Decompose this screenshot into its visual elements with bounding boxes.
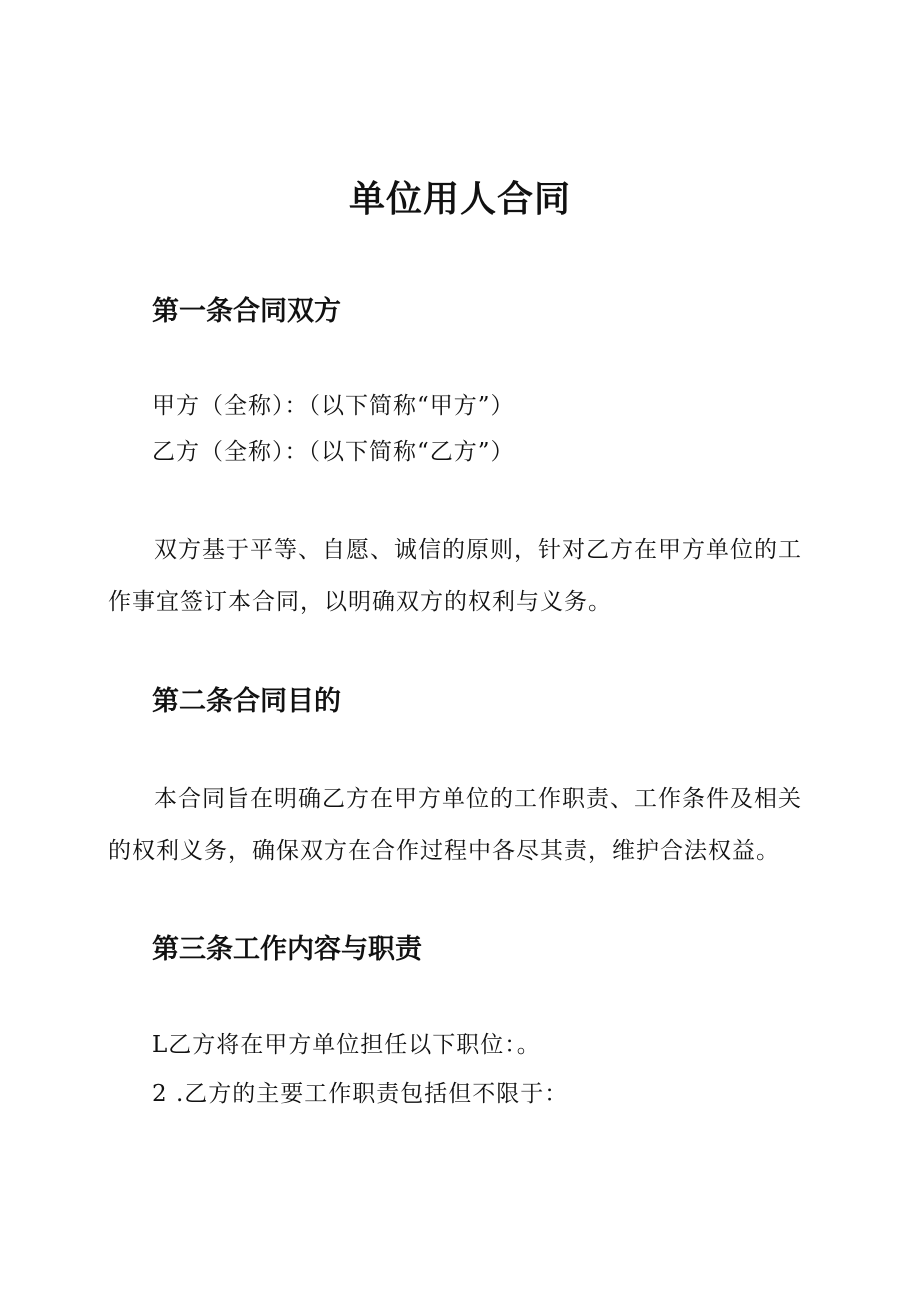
section-2-heading: 第二条合同目的: [152, 686, 341, 717]
section-3-item-2: 2 .乙方的主要工作职责包括但不限于：: [152, 1081, 569, 1107]
section-3-item-1: L乙方将在甲方单位担任以下职位：。: [152, 1032, 541, 1058]
section-1-heading: 第一条合同双方: [152, 296, 341, 327]
section-2-paragraph: 本合同旨在明确乙方在甲方单位的工作职责、工作条件及相关的权利义务，确保双方在合作过程中各尽其责，维护合法权益。: [108, 786, 802, 864]
party-a-line: 甲方（全称）：（以下简称“甲方”）: [152, 393, 515, 419]
section-1-paragraph: 双方基于平等、自愿、诚信的原则，针对乙方在甲方单位的工作事宜签订本合同，以明确双方的权利与义务。: [108, 537, 802, 615]
document-title: 单位用人合同: [348, 179, 571, 220]
section-3-heading: 第三条工作内容与职责: [152, 934, 422, 965]
party-b-line: 乙方（全称）：（以下简称“乙方”）: [152, 439, 515, 465]
